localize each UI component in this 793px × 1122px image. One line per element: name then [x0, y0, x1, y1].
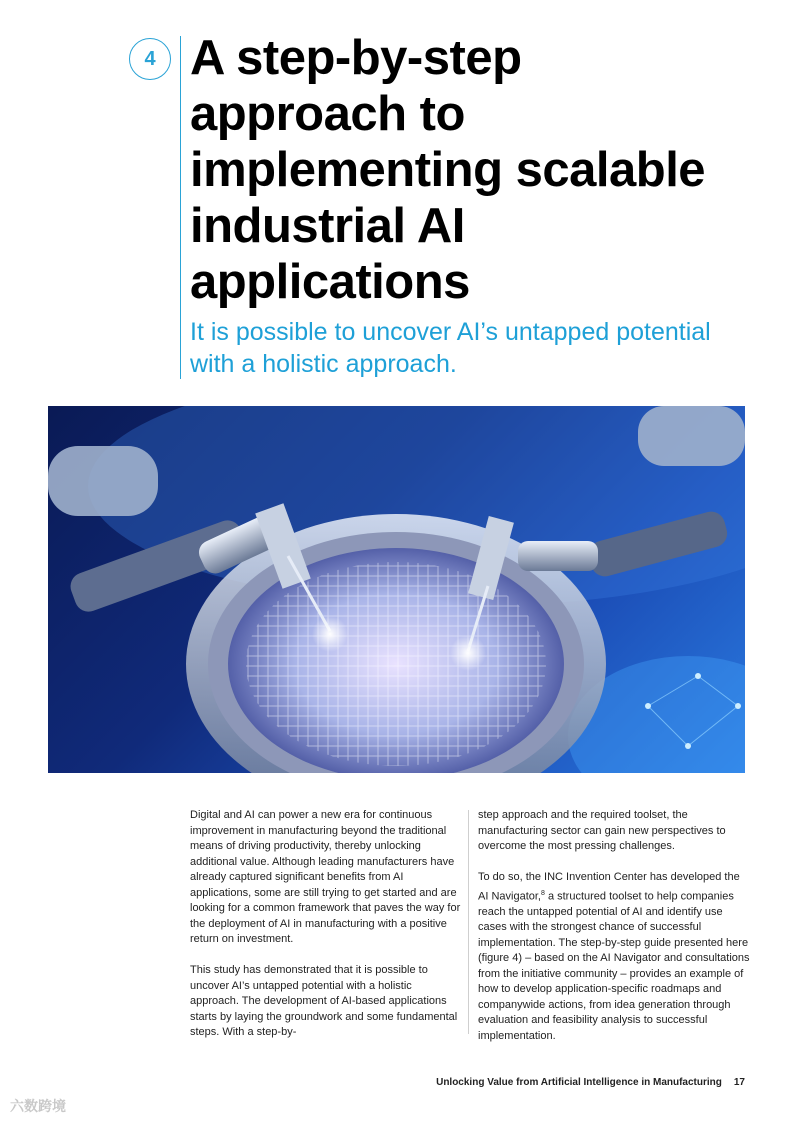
column-divider — [468, 810, 469, 1034]
body-paragraph: step approach and the required toolset, the manufacturing sector can gain new perspectives to overcome the most pressing challenges. — [478, 809, 726, 852]
footnote-reference[interactable]: 8 — [540, 889, 545, 897]
watermark-text: 六数跨境 — [10, 1098, 66, 1114]
heading-divider — [180, 36, 181, 379]
body-text: a structured toolset to help companies reach the untapped potential of AI and identify use cases with the strongest chance of successful implementation. The step-by-step guide presented here (figure 4) – based on the AI Navigator and consultations from the initiative community – provides an example of how to develop application-specific roadmaps and companywide actions, from idea generation through evaluation and feasibility analysis to successful implementation. — [478, 890, 750, 1042]
page-subtitle: It is possible to uncover AI’s untapped potential with a holistic approach. — [190, 318, 711, 378]
body-text: To do so, the INC Invention Center has developed the AI Navigator, — [478, 871, 740, 903]
page-footer — [436, 1077, 745, 1088]
body-column-left — [190, 808, 462, 1056]
page-number: 17 — [733, 1077, 745, 1088]
chapter-number: 4 — [144, 47, 156, 70]
hero-image-wafer-probe — [48, 406, 745, 773]
chapter-number-badge — [129, 38, 171, 80]
body-paragraph: Digital and AI can power a new era for continuous improvement in manufacturing beyond the traditional means of driving productivity, thereby unlocking additional value. Although leading manufacturers have already captured significant benefits from AI applications, some are still trying to get started and are looking for a common framework that paves the way for the deployment of AI in manufacturing with a positive return on investment. — [190, 809, 461, 945]
body-paragraph — [478, 870, 750, 1044]
footer-title: Unlocking Value from Artificial Intelligence in Manufacturing — [436, 1077, 722, 1088]
body-paragraph: This study has demonstrated that it is possible to uncover AI’s untapped potential with a holistic approach. The development of AI-based applications starts by laying the groundwork and some fundamental steps. With a step-by- — [190, 964, 458, 1038]
page-title: A step-by-step approach to implementing scalable industrial AI applications — [190, 31, 706, 309]
watermark-logo — [10, 1096, 66, 1116]
body-column-right — [478, 808, 750, 1060]
